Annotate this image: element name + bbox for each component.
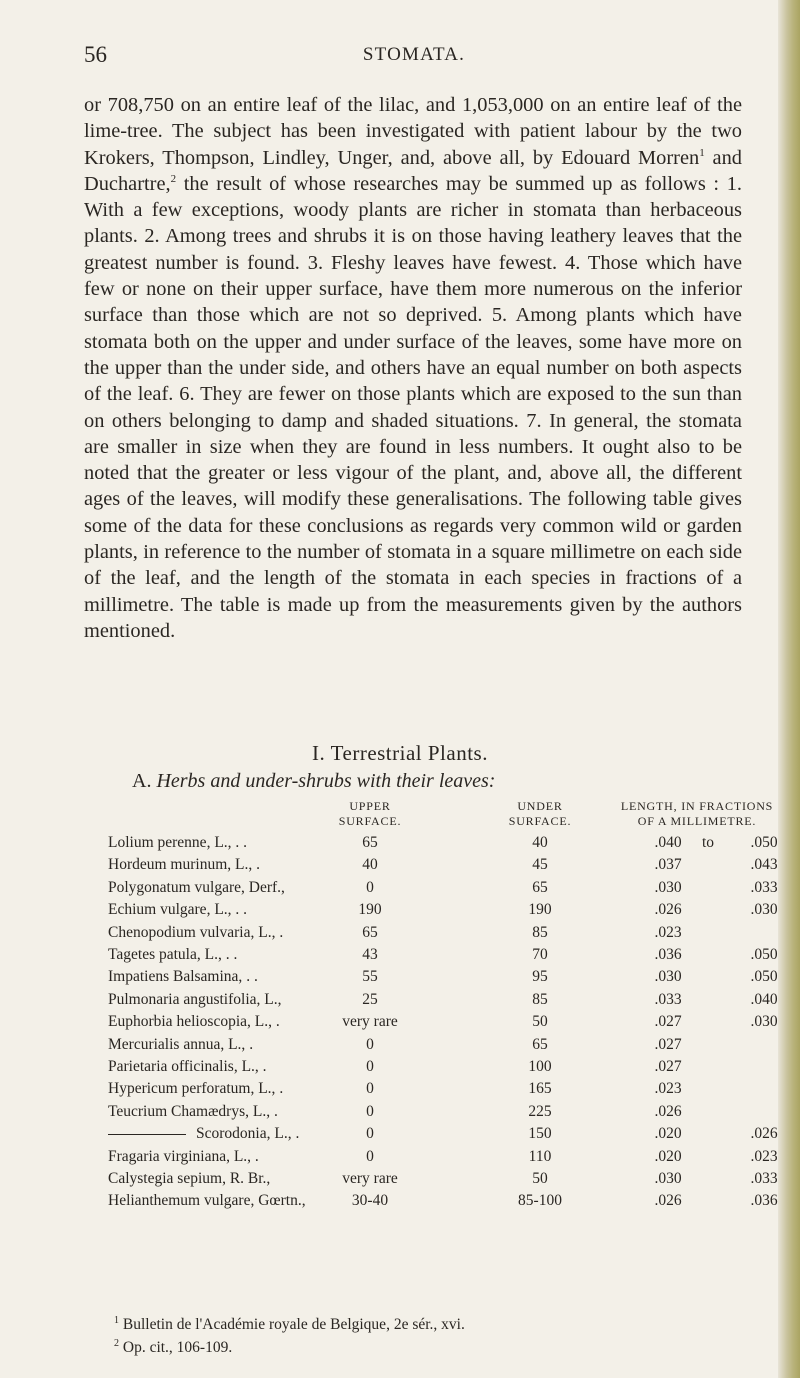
under-surface-cell: 100	[528, 1058, 552, 1075]
species-name-cell	[108, 922, 283, 944]
upper-surface-cell: very rare	[342, 1170, 398, 1187]
table-row	[108, 1101, 758, 1123]
under-surface-cell: 85	[532, 923, 548, 941]
under-surface-cell: 225	[528, 1102, 552, 1120]
length-min-cell: .027	[654, 1058, 682, 1075]
under-surface-cell: 85	[532, 990, 548, 1008]
species-name-cell	[108, 1146, 259, 1168]
under-surface-cell: 95	[532, 968, 548, 986]
species-name: Chenopodium vulvaria, L.,	[108, 923, 276, 941]
species-name-cell	[108, 1034, 253, 1056]
dot-leader: . .	[231, 834, 248, 851]
under-surface-cell: 65	[532, 1035, 548, 1053]
upper-surface-cell: 65	[362, 923, 378, 941]
species-name: Fragaria virginiana, L.,	[108, 1147, 252, 1165]
species-name-cell	[108, 1101, 278, 1123]
species-name: Tagetes patula, L.,	[108, 946, 222, 963]
section-title: I. Terrestrial Plants.	[312, 741, 488, 765]
dot-leader: .	[245, 1035, 254, 1053]
upper-surface-cell: 0	[366, 1147, 374, 1165]
col-header-length	[612, 799, 782, 829]
under-surface-cell: 150	[528, 1125, 552, 1143]
table-row	[108, 877, 778, 899]
upper-surface-cell: 55	[362, 968, 378, 986]
table-row	[108, 1146, 778, 1168]
dot-leader: .	[258, 1058, 267, 1075]
length-min-cell: .037	[654, 856, 682, 874]
table-row	[108, 1034, 758, 1056]
body-text-part-3: the result of whose researches may be summed up as follows : 1. With a few exceptions, woody plants are richer in stomata than herbaceous plants. 2. Among trees and shrubs it is on those having leathery leaves that the greatest number is found. 3. Fleshy leaves have fewest. 4. Those which have few or none on their upper surface, have them more numerous on the inferior surface than those which are not so deprived. 5. Among plants which have stomata both on the upper and under surface of the leaves, some have more on the upper than the under side, and others have an equal number on both aspects of the leaf. 6. They are fewer on those plants which are exposed to the sun than on others belonging to damp and shaded situations. 7. In general, the stomata are smaller in size when they are found in less numbers. It ought also to be noted that the greater or less vigour of the plant, and, above all, the different ages of the leaves, will modify these generalisations. The following table gives some of the data for these conclusions as regards very common wild or garden plants, in reference to the number of stomata in a square millimetre on each side of the leaf, and the length of the stomata in each species in fractions of a millimetre. The table is made up from the measurements given by the authors mentioned.	[84, 172, 742, 642]
dot-leader: .	[275, 1080, 284, 1098]
species-name: Pulmonaria angustifolia, L.,	[108, 990, 282, 1008]
species-name: Polygonatum vulgare, Derf.,	[108, 878, 285, 896]
footnote-1-text: Bulletin de l'Académie royale de Belgique, 2e sér., xvi.	[122, 1316, 465, 1334]
subtitle-text: Herbs and under-shrubs with their leaves:	[156, 770, 496, 792]
species-name: Helianthemum vulgare, Gœrtn.,	[108, 1192, 306, 1210]
footnote-ref-1: 1	[699, 146, 705, 159]
upper-surface-cell: 0	[366, 1080, 374, 1098]
upper-surface-cell: 0	[366, 1035, 374, 1053]
upper-surface-cell: 0	[366, 1058, 374, 1075]
dot-leader: .	[252, 856, 260, 874]
length-max-cell: .043	[750, 856, 778, 874]
under-surface-cell: 50	[532, 1013, 548, 1031]
length-min-cell: .023	[654, 1080, 682, 1098]
species-name: Hordeum murinum, L.,	[108, 856, 253, 874]
col-header-upper-line-2: SURFACE.	[338, 814, 402, 828]
col-header-upper	[330, 799, 410, 829]
table-row	[108, 1056, 758, 1078]
dot-leader: . .	[231, 901, 248, 919]
length-min-cell: .023	[654, 923, 682, 941]
table-row	[108, 899, 778, 921]
species-name-cell	[108, 1078, 283, 1100]
ditto-dash	[108, 1134, 186, 1135]
footnote-2-text: Op. cit., 106-109.	[122, 1339, 233, 1357]
length-min-cell: .030	[654, 1170, 682, 1187]
footnotes	[114, 1311, 465, 1357]
table-row	[108, 922, 758, 944]
under-surface-cell: 45	[532, 856, 548, 874]
species-name: Parietaria officinalis, L.,	[108, 1058, 259, 1075]
footnote-ref-2: 2	[170, 173, 177, 186]
footnote-2	[114, 1334, 465, 1357]
col-header-under-line-1: UNDER	[517, 799, 563, 813]
upper-surface-cell: 0	[366, 1125, 374, 1143]
under-surface-cell: 165	[528, 1080, 552, 1098]
body-text-part-1: or 708,750 on an entire leaf of the lilac, and 1,053,000 on an entire leaf of the lime-tree. The subject has been investigated with patient labour by the two Krokers, Thompson, Lindley, Unger, and, above all, by Edouard Morren	[84, 94, 742, 169]
length-min-cell: .036	[654, 946, 682, 963]
length-max-cell: .050	[750, 834, 778, 851]
length-max-cell: .033	[750, 1170, 778, 1187]
species-name-cell	[108, 1011, 280, 1033]
footnote-1-ref: 1	[114, 1315, 119, 1326]
upper-surface-cell: 30-40	[351, 1192, 389, 1210]
length-max-cell: .036	[750, 1192, 778, 1210]
species-name: Echium vulgare, L.,	[108, 901, 232, 919]
dot-leader: .	[251, 1147, 259, 1165]
body-text-part-2: and Duchartre,	[84, 146, 742, 195]
dot-leader: .	[272, 1013, 280, 1031]
col-header-length-line-1: LENGTH, IN FRACTIONS	[620, 799, 774, 813]
col-header-under-line-2: SURFACE.	[508, 814, 572, 828]
species-name-cell	[108, 966, 258, 988]
species-name-cell	[108, 1123, 299, 1145]
upper-surface-cell: 25	[362, 990, 378, 1008]
length-min-cell: .030	[654, 968, 682, 986]
table-row	[108, 832, 778, 854]
upper-surface-cell: 0	[366, 1102, 374, 1120]
length-max-cell: .026	[750, 1125, 778, 1143]
table-row	[108, 1168, 778, 1190]
species-name: Euphorbia helioscopia, L.,	[108, 1013, 272, 1031]
length-min-cell: .020	[654, 1125, 682, 1143]
species-name-cell	[108, 989, 281, 1011]
table-row	[108, 966, 778, 988]
species-name-cell	[108, 1190, 306, 1212]
dot-leader: .	[291, 1125, 300, 1143]
col-header-length-line-2: OF A MILLIMETRE.	[637, 814, 757, 828]
dot-leader: .	[275, 923, 284, 941]
species-name: Calystegia sepium, R. Br.,	[108, 1170, 271, 1187]
upper-surface-cell: 190	[358, 901, 382, 919]
under-surface-cell: 85-100	[518, 1192, 562, 1210]
length-min-cell: .033	[654, 990, 682, 1008]
upper-surface-cell: very rare	[342, 1013, 398, 1031]
species-name: Hypericum perforatum, L.,	[108, 1080, 276, 1098]
page-header	[84, 42, 744, 74]
species-name: Lolium perenne, L.,	[108, 834, 232, 851]
under-surface-cell: 40	[532, 834, 548, 851]
page-number: 56	[84, 42, 107, 67]
section-subtitle	[132, 770, 495, 793]
length-max-cell: .030	[750, 1013, 778, 1031]
dot-leader: . .	[221, 946, 238, 963]
dot-leader: .	[270, 1102, 278, 1120]
col-header-under	[500, 799, 580, 829]
dot-leader: . .	[242, 968, 258, 986]
table-row	[108, 1078, 758, 1100]
upper-surface-cell: 0	[366, 878, 374, 896]
length-max-cell: .030	[750, 901, 778, 919]
table-row	[108, 854, 778, 876]
under-surface-cell: 110	[528, 1147, 552, 1165]
length-max-cell: .033	[750, 878, 778, 896]
length-min-cell: .026	[654, 901, 682, 919]
table-row	[108, 944, 778, 966]
table-row	[108, 989, 778, 1011]
length-min-cell: .040	[654, 834, 682, 851]
footnote-2-ref: 2	[114, 1338, 119, 1350]
length-max-cell: .023	[750, 1147, 778, 1165]
species-name-cell	[108, 854, 260, 876]
length-max-cell: .050	[750, 946, 778, 963]
species-name-cell	[108, 1168, 270, 1190]
upper-surface-cell: 65	[362, 834, 378, 851]
under-surface-cell: 50	[532, 1170, 548, 1187]
species-name-cell	[108, 877, 285, 899]
species-name-cell	[108, 1056, 267, 1078]
running-head: STOMATA.	[362, 44, 466, 65]
length-min-cell: .026	[654, 1192, 682, 1210]
length-min-cell: .030	[654, 878, 682, 896]
col-header-upper-line-1: UPPER	[349, 799, 391, 813]
length-max-cell: .050	[750, 968, 778, 986]
under-surface-cell: 65	[532, 878, 548, 896]
under-surface-cell: 190	[528, 901, 552, 919]
length-to-cell: to	[701, 834, 715, 851]
body-paragraph	[84, 92, 742, 644]
species-name: Scorodonia, L.,	[196, 1125, 292, 1143]
footnote-1	[114, 1311, 465, 1334]
length-min-cell: .027	[654, 1035, 682, 1053]
species-name: Impatiens Balsamina,	[108, 968, 243, 986]
table-row	[108, 1123, 778, 1145]
length-min-cell: .027	[654, 1013, 682, 1031]
upper-surface-cell: 40	[362, 856, 378, 874]
length-min-cell: .020	[654, 1147, 682, 1165]
table-row	[108, 1190, 778, 1212]
species-name-cell	[108, 899, 247, 921]
subtitle-prefix: A.	[132, 770, 152, 792]
species-name-cell	[108, 832, 247, 854]
under-surface-cell: 70	[532, 946, 548, 963]
length-min-cell: .026	[654, 1102, 682, 1120]
species-name: Teucrium Chamædrys, L.,	[108, 1102, 271, 1120]
upper-surface-cell: 43	[362, 946, 378, 963]
species-name-cell	[108, 944, 237, 966]
table-row	[108, 1011, 778, 1033]
length-max-cell: .040	[750, 990, 778, 1008]
species-name: Mercurialis annua, L.,	[108, 1035, 246, 1053]
